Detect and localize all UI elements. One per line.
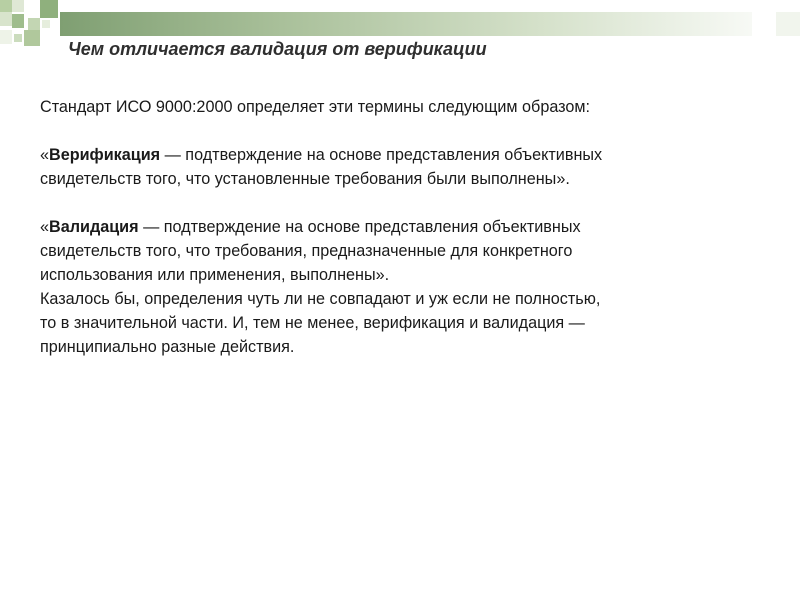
conclusion-line: то в значительной части. И, тем не менее, верификация и валидация — (40, 314, 585, 332)
intro-paragraph: Стандарт ИСО 9000:2000 определяет эти термины следующим образом: (40, 98, 591, 116)
decor-square (0, 12, 12, 26)
slide-title: Чем отличается валидация от верификации (68, 39, 487, 59)
decor-square (752, 12, 776, 36)
term-verification: Верификация (49, 146, 161, 164)
definition-text: — подтверждение на основе представления объективных (138, 218, 581, 236)
decor-square (14, 34, 22, 42)
definition-text: — подтверждение на основе представления объективных (160, 146, 603, 164)
open-quote: « (40, 146, 50, 164)
decor-square (28, 18, 40, 30)
decor-square (12, 14, 24, 28)
header-gradient-band (60, 12, 800, 36)
slide-body (40, 95, 760, 359)
definition-text: свидетельств того, что требования, предназначенные для конкретного (40, 242, 573, 260)
validation-definition (40, 215, 760, 239)
verification-definition (40, 143, 760, 167)
open-quote: « (40, 218, 50, 236)
decor-square (12, 0, 24, 12)
decor-square (0, 0, 12, 12)
decor-square (776, 12, 800, 36)
decor-square (42, 20, 50, 28)
definition-text: использования или применения, выполнены». (40, 266, 390, 284)
term-validation: Валидация (49, 218, 139, 236)
decor-square (40, 0, 58, 18)
conclusion-line: Казалось бы, определения чуть ли не совпадают и уж если не полностью, (40, 290, 601, 308)
decor-square (0, 30, 12, 44)
decor-square (24, 30, 40, 46)
conclusion-line: принципиально разные действия. (40, 338, 295, 356)
definition-text: свидетельств того, что установленные требования были выполнены». (40, 170, 570, 188)
